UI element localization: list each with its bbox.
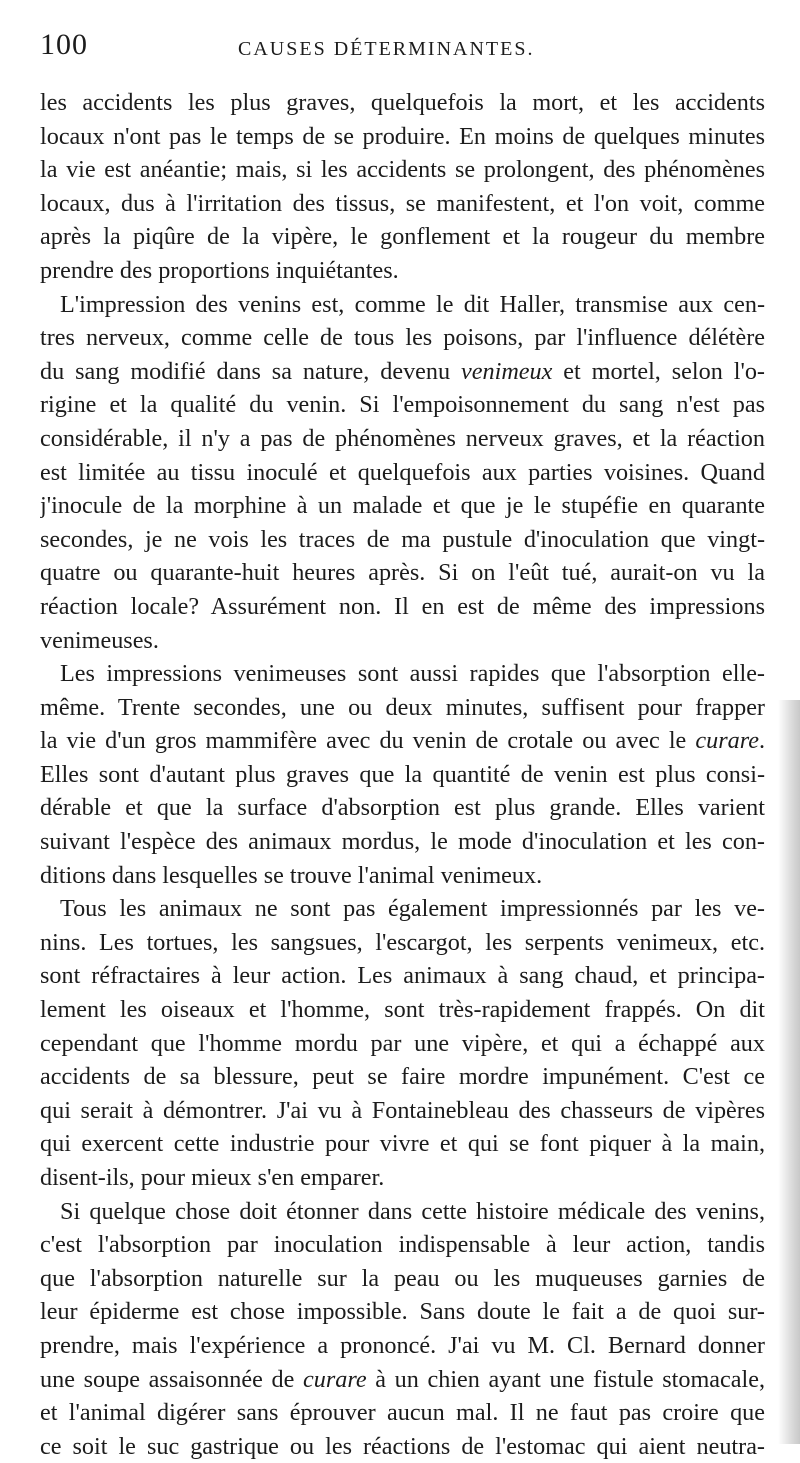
text-line: Tous les animaux ne sont pas également impressionnés par les ve- <box>60 895 765 923</box>
text-line: lement les oiseaux et l'homme, sont très-rapidement frappés. On dit <box>40 996 765 1024</box>
text-line: après la piqûre de la vipère, le gonflement et la rougeur du membre <box>40 223 765 251</box>
text-line: c'est l'absorption par inoculation indispensable à leur action, tandis <box>40 1231 765 1259</box>
page-header <box>40 28 765 86</box>
text-line: Si quelque chose doit étonner dans cette histoire médicale des venins, <box>60 1197 765 1225</box>
text-line: secondes, je ne vois les traces de ma pustule d'inoculation que vingt- <box>40 525 765 553</box>
text-line: leur épiderme est chose impossible. Sans doute le fait a de quoi sur- <box>40 1298 765 1326</box>
text-line: suivant l'espèce des animaux mordus, le mode d'inoculation et les con- <box>40 828 765 856</box>
text-line: réaction locale? Assurément non. Il en est de même des impressions <box>40 592 765 620</box>
text-line: locaux n'ont pas le temps de se produire. En moins de quelques minutes <box>40 122 765 150</box>
text-line: ditions dans lesquelles se trouve l'animal venimeux. <box>40 861 543 889</box>
text-line: L'impression des venins est, comme le dit Haller, transmise aux cen- <box>60 290 765 318</box>
text-line: quatre ou quarante-huit heures après. Si on l'eût tué, aurait-on vu la <box>40 559 765 587</box>
text-line: prendre des proportions inquiétantes. <box>40 256 399 284</box>
text-line: considérable, il n'y a pas de phénomènes nerveux graves, et la réaction <box>40 424 765 452</box>
text-line: est limitée au tissu inoculé et quelquefois aux parties voisines. Quand <box>40 458 765 486</box>
text-line: prendre, mais l'expérience a prononcé. J'ai vu M. Cl. Bernard donner <box>40 1331 765 1359</box>
text-line: la vie est anéantie; mais, si les accidents se prolongent, des phénomènes <box>40 156 765 184</box>
text-line: j'inocule de la morphine à un malade et que je le stupéfie en quarante <box>40 492 765 520</box>
text-line: du sang modifié dans sa nature, devenu venimeux et mortel, selon l'o- <box>40 357 765 385</box>
text-line: cependant que l'homme mordu par une vipère, et qui a échappé aux <box>40 1029 765 1057</box>
text-line: les accidents les plus graves, quelquefois la mort, et les accidents <box>40 89 765 116</box>
body-text <box>40 86 765 1463</box>
running-head: CAUSES DÉTERMINANTES. <box>238 38 535 60</box>
text-line: dérable et que la surface d'absorption est plus grande. Elles varient <box>40 794 765 822</box>
text-line: même. Trente secondes, une ou deux minutes, suffisent pour frapper <box>40 693 765 721</box>
text-line: tres nerveux, comme celle de tous les poisons, par l'influence délétère <box>40 324 765 352</box>
text-line: que l'absorption naturelle sur la peau ou les muqueuses garnies de <box>40 1264 765 1292</box>
text-line: une soupe assaisonnée de curare à un chien ayant une fistule stomacale, <box>40 1365 765 1393</box>
text-line: disent-ils, pour mieux s'en emparer. <box>40 1164 385 1191</box>
text-line: nins. Les tortues, les sangsues, l'escargot, les serpents venimeux, etc. <box>40 928 765 956</box>
text-line: Elles sont d'autant plus graves que la quantité de venin est plus consi- <box>40 760 765 788</box>
text-line: la vie d'un gros mammifère avec du venin de crotale ou avec le curare. <box>40 727 765 755</box>
text-line: rigine et la qualité du venin. Si l'empoisonnement du sang n'est pas <box>40 391 765 419</box>
text-line: et l'animal digérer sans éprouver aucun mal. Il ne faut pas croire que <box>40 1399 765 1427</box>
text-line: sont réfractaires à leur action. Les animaux à sang chaud, et principa- <box>40 962 765 990</box>
text-line: accidents de sa blessure, peut se faire mordre impunément. C'est ce <box>40 1063 765 1091</box>
text-line: locaux, dus à l'irritation des tissus, se manifestent, et l'on voit, comme <box>40 189 765 217</box>
text-line: venimeuses. <box>40 626 159 654</box>
text-line: qui serait à démontrer. J'ai vu à Fontainebleau des chasseurs de vipères <box>40 1096 765 1124</box>
page-number: 100 <box>40 28 88 61</box>
book-page <box>40 28 765 1463</box>
page-edge-shadow <box>778 700 800 1444</box>
text-line: ce soit le suc gastrique ou les réactions de l'estomac qui aient neutra- <box>40 1432 765 1460</box>
text-line: Les impressions venimeuses sont aussi rapides que l'absorption elle- <box>60 660 765 688</box>
text-line: qui exercent cette industrie pour vivre et qui se font piquer à la main, <box>40 1130 765 1158</box>
